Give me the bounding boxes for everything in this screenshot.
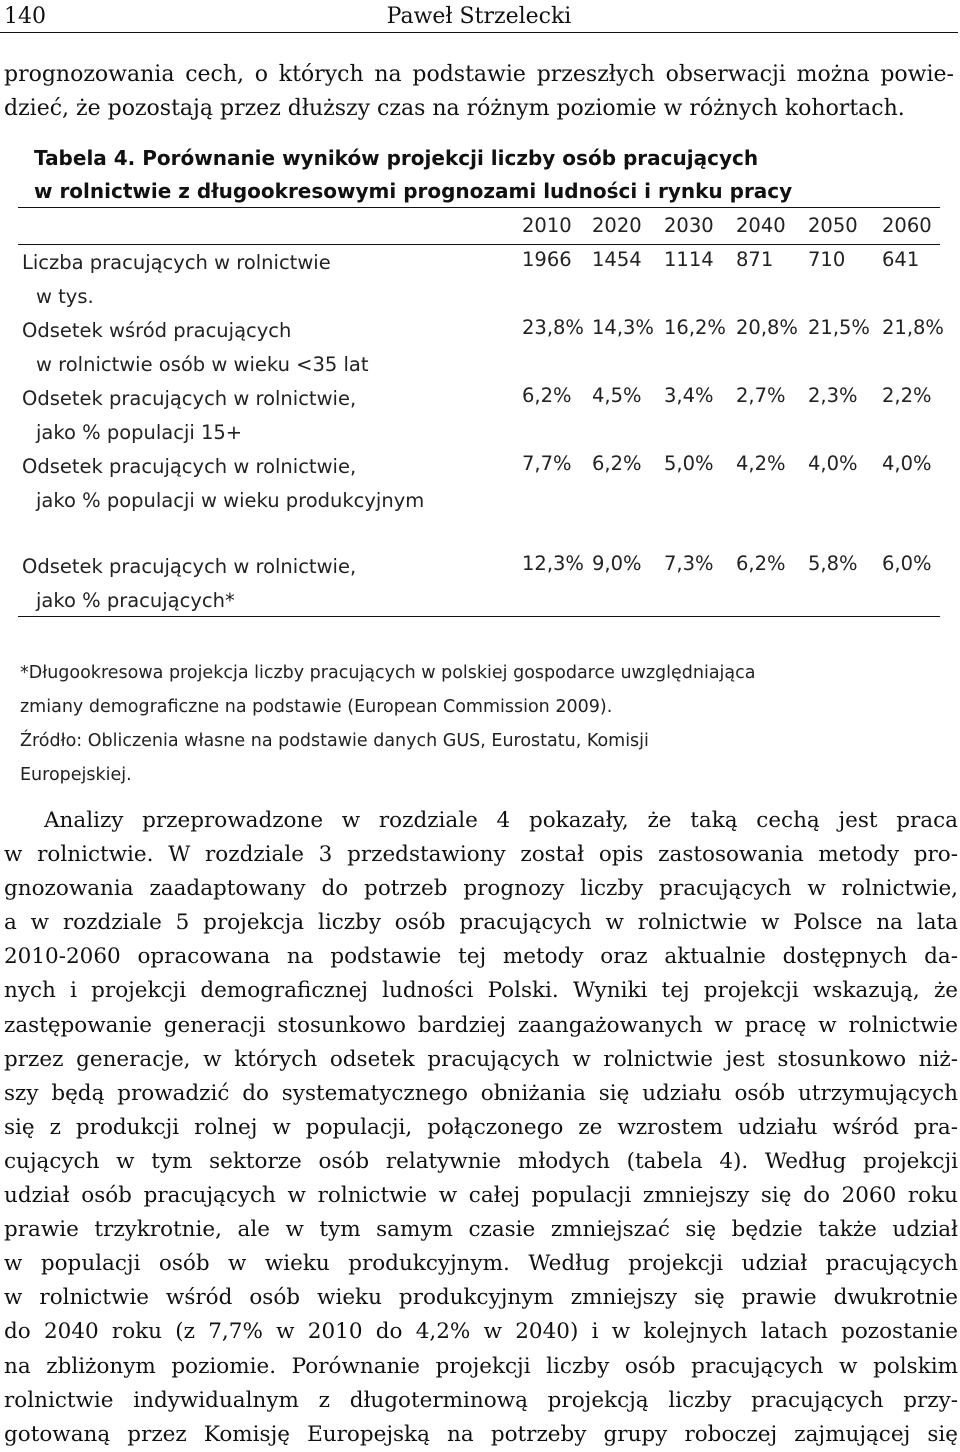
footnote-line: zmiany demograficzne na podstawie (European Commission 2009).: [20, 697, 613, 717]
table-cell: 16,2%: [664, 316, 726, 339]
table-cell: 7,3%: [664, 552, 714, 575]
table-header-rule: [18, 244, 940, 245]
running-head-author: Paweł Strzelecki: [386, 4, 572, 29]
row-label: [22, 550, 502, 618]
table-cell: 4,0%: [882, 452, 932, 475]
body-line: rolnictwie indywidualnym z długoterminową projekcją liczby pracujących przy-: [4, 1387, 958, 1413]
row-label: [22, 450, 502, 518]
body-line: do 2040 roku (z 7,7% w 2010 do 4,2% w 2040) i w kolejnych latach pozostanie: [4, 1319, 958, 1345]
table-cell: 20,8%: [736, 316, 798, 339]
table-cell: 9,0%: [592, 552, 642, 575]
table-cell: 23,8%: [522, 316, 584, 339]
year-header: 2050: [808, 214, 858, 237]
intro-line: prognozowania cech, o których na podstawie przeszłych obserwacji można powie-: [4, 62, 954, 87]
table-cell: 1454: [592, 248, 642, 271]
table-cell: 6,2%: [592, 452, 642, 475]
source-line: Europejskiej.: [20, 765, 132, 785]
row-label-line: jako % populacji 15+: [36, 421, 243, 444]
table-cell: 5,0%: [664, 452, 714, 475]
table-cell: 21,8%: [882, 316, 944, 339]
body-line: gotowaną przez Komisję Europejską na potrzeby grupy roboczej zajmującej się: [4, 1421, 958, 1447]
source-line: Źródło: Obliczenia własne na podstawie danych GUS, Eurostatu, Komisji: [20, 731, 649, 751]
table-cell: 710: [808, 248, 846, 271]
body-line: na zbliżonym poziomie. Porównanie projekcji liczby osób pracujących w polskim: [4, 1353, 958, 1379]
body-line: udział osób pracujących w rolnictwie w całej populacji zmniejszy się do 2060 roku: [4, 1183, 958, 1209]
row-label: [22, 246, 502, 314]
table-cell: 1966: [522, 248, 572, 271]
body-line: cujących w tym sektorze osób relatywnie młodych (tabela 4). Według projekcji: [4, 1148, 958, 1174]
table-cell: 5,8%: [808, 552, 858, 575]
row-label-line: w rolnictwie osób w wieku <35 lat: [36, 353, 369, 376]
year-header: 2040: [736, 214, 786, 237]
table-cell: 4,5%: [592, 384, 642, 407]
footnote-line: *Długookresowa projekcja liczby pracujących w polskiej gospodarce uwzględniająca: [20, 663, 756, 683]
table-cell: 12,3%: [522, 552, 584, 575]
body-paragraph: [4, 804, 958, 1452]
table-cell: 14,3%: [592, 316, 654, 339]
caption-line: Tabela 4. Porównanie wyników projekcji liczby osób pracujących: [34, 146, 759, 170]
body-line: przez generacje, w których odsetek pracujących w rolnictwie jest stosunkowo niż-: [4, 1046, 958, 1072]
table-bottom-rule: [18, 616, 940, 617]
row-label-line: Odsetek wśród pracujących: [22, 319, 292, 342]
body-line: prawie trzykrotnie, ale w tym samym czasie zmniejszać się będzie także udział: [4, 1217, 958, 1243]
body-line: gnozowania zaadaptowany do potrzeb prognozy liczby pracujących w rolnictwie,: [4, 876, 958, 902]
body-line: Analizy przeprowadzone w rozdziale 4 pokazały, że taką cechą jest praca: [44, 808, 958, 833]
table-cell: 2,2%: [882, 384, 932, 407]
table-top-rule: [18, 207, 940, 208]
year-header: 2060: [882, 214, 932, 237]
table-cell: 4,0%: [808, 452, 858, 475]
row-label: [22, 314, 502, 382]
body-line: w populacji osób w wieku produkcyjnym. Według projekcji udział pracujących: [4, 1251, 958, 1277]
table-cell: 6,0%: [882, 552, 932, 575]
body-line: 2010-2060 opracowana na podstawie tej metody oraz aktualnie dostępnych da-: [4, 944, 958, 970]
row-label-line: Liczba pracujących w rolnictwie: [22, 251, 331, 274]
year-header: 2030: [664, 214, 714, 237]
row-label-line: jako % populacji w wieku produkcyjnym: [36, 489, 425, 512]
page-number: 140: [4, 4, 46, 29]
table-cell: 1114: [664, 248, 714, 271]
year-header: 2020: [592, 214, 642, 237]
caption-line: w rolnictwie z długookresowymi prognozami ludności i rynku pracy: [34, 179, 793, 203]
table-cell: 6,2%: [736, 552, 786, 575]
table-cell: 4,2%: [736, 452, 786, 475]
body-line: nych i projekcji demograficznej ludności Polski. Wyniki tej projekcji wskazują, że: [4, 978, 958, 1004]
table-caption: [34, 142, 934, 208]
table-cell: 2,3%: [808, 384, 858, 407]
table-cell: 2,7%: [736, 384, 786, 407]
body-line: szy będą prowadzić do systematycznego obniżania się udziału osób utrzymujących: [4, 1080, 958, 1106]
table-footnote: [20, 656, 940, 792]
table-cell: 871: [736, 248, 774, 271]
table-cell: 6,2%: [522, 384, 572, 407]
body-line: w rolnictwie. W rozdziale 3 przedstawiony został opis zastosowania metody pro-: [4, 842, 958, 868]
body-line: zastępowanie generacji stosunkowo bardziej zaangażowanych w pracę w rolnictwie: [4, 1012, 958, 1038]
row-label-line: Odsetek pracujących w rolnictwie,: [22, 455, 357, 478]
row-label-line: w tys.: [36, 285, 94, 308]
row-label: [22, 382, 502, 450]
body-line: się z produkcji rolnej w populacji, połączonego ze wzrostem udziału wśród pra-: [4, 1114, 958, 1140]
year-header: 2010: [522, 214, 572, 237]
table-cell: 641: [882, 248, 920, 271]
intro-line: dzieć, że pozostają przez dłuższy czas na różnym poziomie w różnych kohortach.: [4, 96, 905, 121]
table-cell: 3,4%: [664, 384, 714, 407]
row-label-line: Odsetek pracujących w rolnictwie,: [22, 387, 357, 410]
table-header-row: [22, 214, 942, 242]
table-cell: 7,7%: [522, 452, 572, 475]
row-label-line: Odsetek pracujących w rolnictwie,: [22, 555, 357, 578]
running-header: [0, 0, 958, 33]
table-cell: 21,5%: [808, 316, 870, 339]
body-line: a w rozdziale 5 projekcja liczby osób pracujących w rolnictwie w Polsce na lata: [4, 910, 958, 936]
body-line: w rolnictwie wśród osób wieku produkcyjnym zmniejszy się prawie dwukrotnie: [4, 1285, 958, 1311]
intro-paragraph: [4, 58, 954, 126]
row-label-line: jako % pracujących*: [36, 589, 235, 612]
